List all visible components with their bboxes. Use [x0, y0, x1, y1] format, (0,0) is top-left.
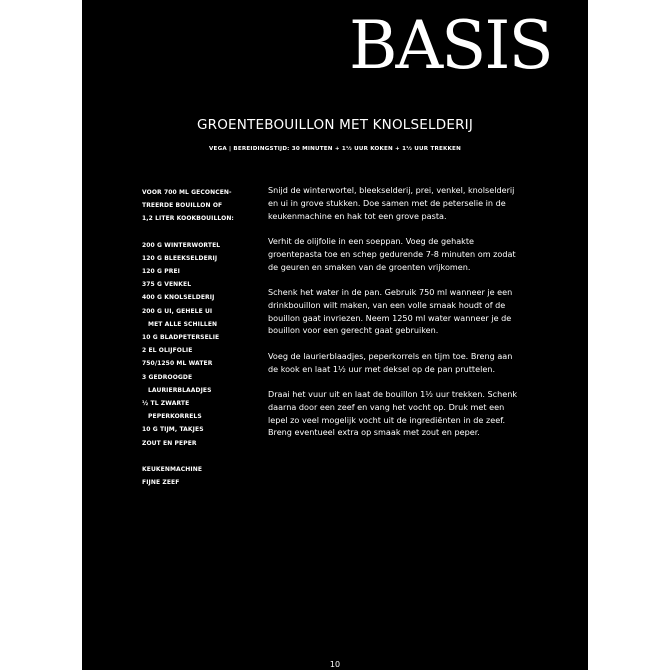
page-number: 10: [329, 660, 341, 669]
ingredient-item: 10 G TIJM, TAKJES: [142, 426, 204, 434]
yield-line: 1,2 LITER KOOKBOUILLON:: [142, 215, 234, 223]
step-line: keukenmachine en hak tot een grove pasta.: [268, 210, 447, 221]
step-line: daarna door een zeef en vang het vocht op. Druk met een: [268, 401, 505, 412]
step-line: drinkbouillon wilt maken, van een volle smaak houdt of de: [268, 299, 506, 310]
ingredient-item: 120 G BLEEKSELDERIJ: [142, 254, 218, 262]
ingredient-item: 400 G KNOLSELDERIJ: [142, 294, 215, 302]
ingredient-items: [142, 239, 260, 450]
equipment-item: KEUKENMACHINE: [142, 465, 203, 473]
step-line: Verhit de olijfolie in een soeppan. Voeg de gehakte: [268, 235, 474, 246]
step-line: lepel zo veel mogelijk vocht uit de ingrediënten in de zeef.: [268, 414, 506, 425]
step-line: bouillon gaat invriezen. Neem 1250 ml water wanneer je de: [268, 312, 512, 323]
step-paragraph: [268, 350, 540, 376]
ingredient-item: ZOUT EN PEPER: [142, 439, 197, 447]
step-line: Draai het vuur uit en laat de bouillon 1½ uur trekken. Schenk: [268, 388, 518, 399]
yield-line: TREERDE BOUILLON OF: [142, 202, 223, 210]
step-paragraph: [268, 235, 540, 273]
step-line: groentepasta toe en schep gedurende 7-8 minuten om zodat: [268, 248, 516, 259]
ingredient-item: ½ TL ZWARTE: [142, 400, 190, 408]
equipment-item: FIJNE ZEEF: [142, 479, 180, 487]
ingredient-item: 3 GEDROOGDE: [142, 373, 193, 381]
yield-block: [142, 186, 260, 226]
step-line: de geuren en smaken van de groenten vrijkomen.: [268, 261, 471, 272]
ingredient-item: 750/1250 ML WATER: [142, 360, 213, 368]
step-line: en ui in grove stukken. Doe samen met de peterselie in de: [268, 197, 506, 208]
ingredient-item: PEPERKORRELS: [148, 413, 202, 421]
instruction-steps: [268, 184, 540, 452]
ingredient-item: 10 G BLADPETERSELIE: [142, 334, 220, 342]
recipe-meta: VEGA | BEREIDINGSTIJD: 30 MINUTEN + 1½ UUR KOKEN + 1½ UUR TREKKEN: [209, 146, 461, 152]
step-paragraph: [268, 286, 540, 337]
ingredient-item: LAURIERBLAADJES: [148, 386, 212, 394]
step-line: bouillon voor een gerecht gaat gebruiken.: [268, 325, 439, 336]
step-line: Schenk het water in de pan. Gebruik 750 ml wanneer je een: [268, 286, 513, 297]
ingredient-item: 200 G UI, GEHELE UI: [142, 307, 213, 315]
step-paragraph: [268, 388, 540, 439]
ingredient-list: [142, 186, 260, 502]
step-line: de kook en laat 1½ uur met deksel op de pan pruttelen.: [268, 363, 496, 374]
section-title: BASIS: [349, 7, 552, 84]
cookbook-page: [82, 0, 588, 670]
ingredient-item: 375 G VENKEL: [142, 281, 192, 289]
step-line: Breng eventueel extra op smaak met zout en peper.: [268, 427, 480, 438]
equipment-block: [142, 463, 260, 489]
step-line: Voeg de laurierblaadjes, peperkorrels en tijm toe. Breng aan: [268, 350, 513, 361]
ingredient-item: MET ALLE SCHILLEN: [148, 320, 218, 328]
ingredient-item: 120 G PREI: [142, 268, 180, 276]
ingredient-item: 200 G WINTERWORTEL: [142, 241, 221, 249]
recipe-title: GROENTEBOUILLON MET KNOLSELDERIJ: [196, 117, 474, 133]
step-line: Snijd de winterwortel, bleekselderij, prei, venkel, knolselderij: [268, 185, 515, 195]
step-paragraph: [268, 184, 540, 222]
yield-line: VOOR 700 ML GECONCEN-: [142, 189, 232, 196]
ingredient-item: 2 EL OLIJFOLIE: [142, 347, 193, 355]
